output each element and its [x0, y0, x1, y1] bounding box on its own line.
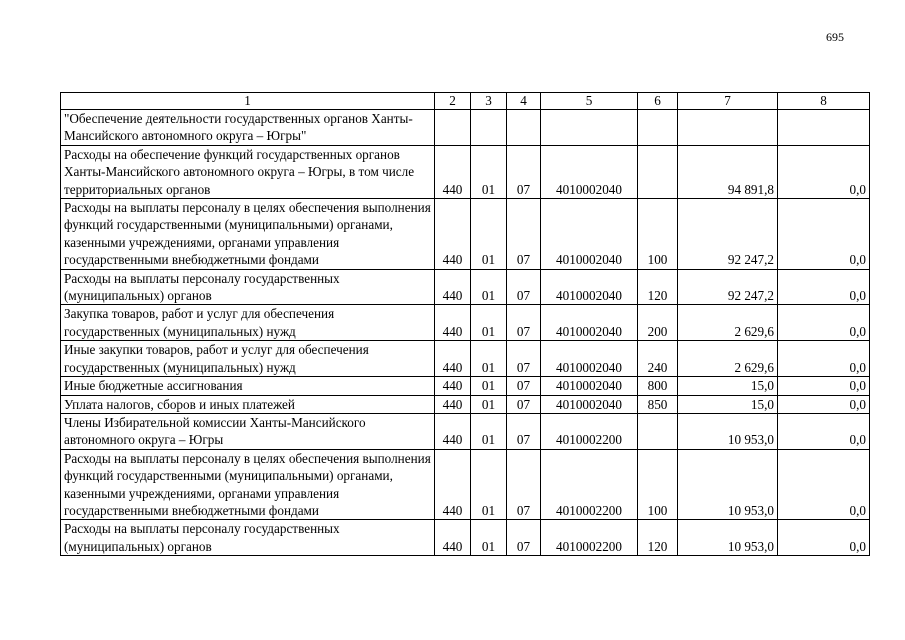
- budget-table: [60, 92, 870, 556]
- amount-extra-cell: 0,0: [778, 199, 870, 270]
- subsection-code-cell: 07: [507, 413, 541, 449]
- subsection-code-cell: 07: [507, 377, 541, 395]
- amount-extra-cell: 0,0: [778, 341, 870, 377]
- section-code-cell: 01: [471, 199, 507, 270]
- table-row: [61, 395, 870, 413]
- expense-type-cell: 200: [638, 305, 678, 341]
- target-article-cell: 4010002040: [541, 145, 638, 198]
- ministry-code-cell: 440: [435, 520, 471, 556]
- amount-extra-cell: 0,0: [778, 305, 870, 341]
- section-code-cell: 01: [471, 305, 507, 341]
- header-cell-col8: 8: [778, 93, 870, 110]
- target-article-cell: 4010002040: [541, 341, 638, 377]
- amount-extra-cell: 0,0: [778, 269, 870, 305]
- item-name-cell: Члены Избирательной комиссии Ханты-Мансийского автономного округа – Югры: [61, 413, 435, 449]
- subsection-code-cell: 07: [507, 520, 541, 556]
- amount-cell: 10 953,0: [678, 413, 778, 449]
- page-number: 695: [826, 30, 844, 44]
- header-cell-col5: 5: [541, 93, 638, 110]
- amount-cell: 2 629,6: [678, 341, 778, 377]
- item-name-cell: Расходы на выплаты персоналу в целях обеспечения выполнения функций государственными (муниципальными) органами, казенными учреждениями, органами управления государственными внебюджетными фондами: [61, 199, 435, 270]
- amount-cell: 10 953,0: [678, 520, 778, 556]
- section-code-cell: 01: [471, 520, 507, 556]
- ministry-code-cell: 440: [435, 341, 471, 377]
- amount-extra-cell: 0,0: [778, 377, 870, 395]
- table-row: [61, 305, 870, 341]
- header-cell-col7: 7: [678, 93, 778, 110]
- target-article-cell: 4010002200: [541, 449, 638, 520]
- amount-cell: 94 891,8: [678, 145, 778, 198]
- amount-extra-cell: 0,0: [778, 395, 870, 413]
- subsection-code-cell: 07: [507, 449, 541, 520]
- amount-extra-cell: 0,0: [778, 449, 870, 520]
- target-article-cell: 4010002040: [541, 377, 638, 395]
- table-row: [61, 449, 870, 520]
- header-cell-col1: 1: [61, 93, 435, 110]
- subsection-code-cell: 07: [507, 145, 541, 198]
- expense-type-cell: 240: [638, 341, 678, 377]
- section-code-cell: 01: [471, 449, 507, 520]
- expense-type-cell: 100: [638, 199, 678, 270]
- ministry-code-cell: 440: [435, 395, 471, 413]
- target-article-cell: 4010002040: [541, 395, 638, 413]
- table-row: [61, 341, 870, 377]
- section-code-cell: 01: [471, 395, 507, 413]
- ministry-code-cell: [435, 110, 471, 146]
- subsection-code-cell: 07: [507, 199, 541, 270]
- item-name-cell: Иные бюджетные ассигнования: [61, 377, 435, 395]
- ministry-code-cell: 440: [435, 449, 471, 520]
- amount-extra-cell: 0,0: [778, 520, 870, 556]
- expense-type-cell: 850: [638, 395, 678, 413]
- header-row: [61, 93, 870, 110]
- section-code-cell: 01: [471, 269, 507, 305]
- ministry-code-cell: 440: [435, 413, 471, 449]
- table-body: [61, 93, 870, 556]
- item-name-cell: "Обеспечение деятельности государственных органов Ханты-Мансийского автономного округа – Югры": [61, 110, 435, 146]
- item-name-cell: Расходы на выплаты персоналу государственных (муниципальных) органов: [61, 269, 435, 305]
- amount-extra-cell: 0,0: [778, 413, 870, 449]
- target-article-cell: 4010002200: [541, 413, 638, 449]
- expense-type-cell: 800: [638, 377, 678, 395]
- target-article-cell: 4010002200: [541, 520, 638, 556]
- subsection-code-cell: 07: [507, 269, 541, 305]
- target-article-cell: 4010002040: [541, 305, 638, 341]
- item-name-cell: Расходы на выплаты персоналу в целях обеспечения выполнения функций государственными (муниципальными) органами, казенными учреждениями, органами управления государственными внебюджетными фондами: [61, 449, 435, 520]
- subsection-code-cell: 07: [507, 395, 541, 413]
- ministry-code-cell: 440: [435, 269, 471, 305]
- table-row: [61, 413, 870, 449]
- header-cell-col4: 4: [507, 93, 541, 110]
- section-code-cell: 01: [471, 341, 507, 377]
- expense-type-cell: 100: [638, 449, 678, 520]
- table-row: [61, 110, 870, 146]
- amount-cell: 15,0: [678, 395, 778, 413]
- amount-cell: 15,0: [678, 377, 778, 395]
- ministry-code-cell: 440: [435, 145, 471, 198]
- table-row: [61, 520, 870, 556]
- table-row: [61, 145, 870, 198]
- table-row: [61, 377, 870, 395]
- table-row: [61, 199, 870, 270]
- ministry-code-cell: 440: [435, 199, 471, 270]
- subsection-code-cell: 07: [507, 305, 541, 341]
- amount-extra-cell: 0,0: [778, 145, 870, 198]
- ministry-code-cell: 440: [435, 305, 471, 341]
- header-cell-col3: 3: [471, 93, 507, 110]
- item-name-cell: Уплата налогов, сборов и иных платежей: [61, 395, 435, 413]
- ministry-code-cell: 440: [435, 377, 471, 395]
- amount-extra-cell: [778, 110, 870, 146]
- header-cell-col2: 2: [435, 93, 471, 110]
- subsection-code-cell: 07: [507, 341, 541, 377]
- subsection-code-cell: [507, 110, 541, 146]
- amount-cell: 2 629,6: [678, 305, 778, 341]
- item-name-cell: Закупка товаров, работ и услуг для обеспечения государственных (муниципальных) нужд: [61, 305, 435, 341]
- table-row: [61, 269, 870, 305]
- target-article-cell: [541, 110, 638, 146]
- expense-type-cell: [638, 413, 678, 449]
- section-code-cell: 01: [471, 377, 507, 395]
- amount-cell: 92 247,2: [678, 269, 778, 305]
- expense-type-cell: 120: [638, 269, 678, 305]
- expense-type-cell: 120: [638, 520, 678, 556]
- header-cell-col6: 6: [638, 93, 678, 110]
- amount-cell: 10 953,0: [678, 449, 778, 520]
- item-name-cell: Иные закупки товаров, работ и услуг для обеспечения государственных (муниципальных) нужд: [61, 341, 435, 377]
- expense-type-cell: [638, 110, 678, 146]
- item-name-cell: Расходы на обеспечение функций государственных органов Ханты-Мансийского автономного округа – Югры, в том числе территориальных органов: [61, 145, 435, 198]
- target-article-cell: 4010002040: [541, 269, 638, 305]
- target-article-cell: 4010002040: [541, 199, 638, 270]
- section-code-cell: 01: [471, 145, 507, 198]
- amount-cell: [678, 110, 778, 146]
- expense-type-cell: [638, 145, 678, 198]
- amount-cell: 92 247,2: [678, 199, 778, 270]
- section-code-cell: 01: [471, 413, 507, 449]
- section-code-cell: [471, 110, 507, 146]
- item-name-cell: Расходы на выплаты персоналу государственных (муниципальных) органов: [61, 520, 435, 556]
